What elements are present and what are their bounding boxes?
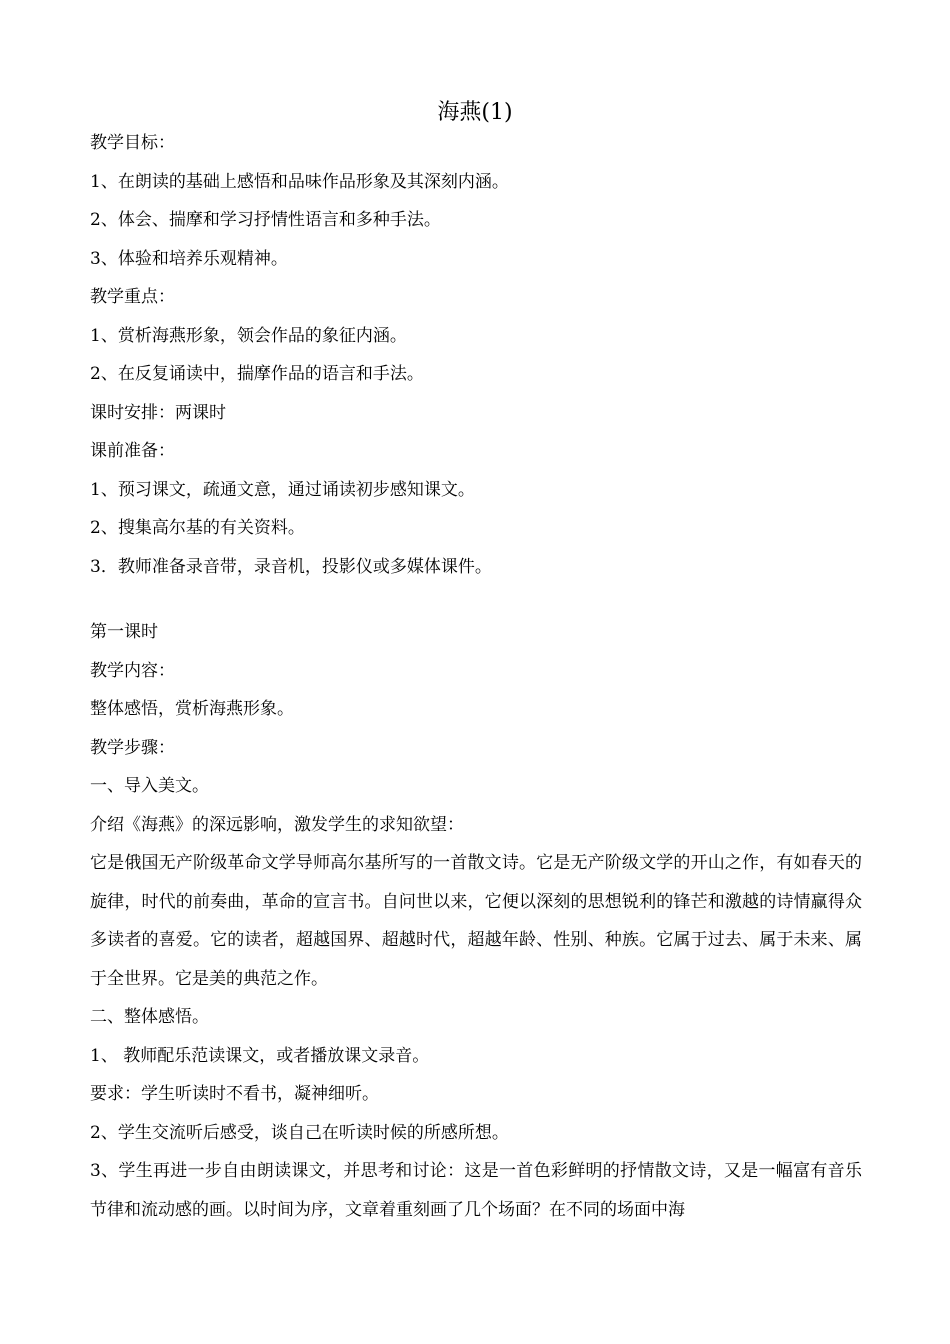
text-line: 3、体验和培养乐观精神。: [90, 248, 288, 269]
text-line: 教学目标：: [90, 133, 175, 153]
body-paragraph: 它是俄国无产阶级革命文学导师高尔基所写的一首散文诗。它是无产阶级文学的开山之作，有如春天的旋律，时代的前奏曲，革命的宣言书。自问世以来，它便以深刻的思想锐利的锋芒和激越的诗情赢得众多读者的喜爱。它的读者，超越国界、超越时代，超越年龄、性别、种族。它属于过去、属于未来、属于全世界。它是美的典范之作。: [90, 853, 862, 989]
document-title: 海燕(1): [437, 100, 513, 125]
text-line: 二、整体感悟。: [90, 1007, 209, 1027]
text-line: 一、导入美文。: [90, 776, 209, 796]
text-line: 课前准备：: [90, 441, 175, 461]
text-line: 要求：学生听读时不看书，凝神细听。: [90, 1084, 379, 1104]
text-line: 1、 教师配乐范读课文，或者播放课文录音。: [90, 1045, 430, 1066]
section-first-lesson: [90, 613, 862, 1229]
text-line: 2、学生交流听后感受，谈自己在听读时候的所感所想。: [90, 1122, 509, 1143]
document-body: [90, 124, 862, 1229]
text-line: 2、搜集高尔基的有关资料。: [90, 518, 305, 538]
text-line: 教学步骤：: [90, 737, 175, 758]
text-line: 教学重点：: [90, 287, 175, 307]
text-line: 3．教师准备录音带，录音机，投影仪或多媒体课件。: [90, 556, 492, 577]
text-line: 1、赏析海燕形象，领会作品的象征内涵。: [90, 325, 407, 346]
text-line: 1、在朗读的基础上感悟和品味作品形象及其深刻内涵。: [90, 171, 509, 192]
text-line: 2、体会、揣摩和学习抒情性语言和多种手法。: [90, 210, 441, 230]
text-line: 整体感悟，赏析海燕形象。: [90, 699, 294, 719]
text-line: 第一课时: [90, 622, 158, 642]
text-line: 2、在反复诵读中，揣摩作品的语言和手法。: [90, 364, 424, 384]
text-line: 1、预习课文，疏通文意，通过诵读初步感知课文。: [90, 479, 475, 500]
section-lesson-plan: [90, 124, 862, 586]
text-line: 介绍《海燕》的深远影响，激发学生的求知欲望：: [90, 814, 464, 835]
text-line: 教学内容：: [90, 660, 175, 681]
text-line: 课时安排：两课时: [90, 402, 226, 423]
section-gap: [90, 586, 862, 613]
body-paragraph: 3、学生再进一步自由朗读课文，并思考和讨论：这是一首色彩鲜明的抒情散文诗，又是一幅富有音乐节律和流动感的画。以时间为序，文章着重刻画了几个场面？在不同的场面中海: [90, 1161, 862, 1220]
